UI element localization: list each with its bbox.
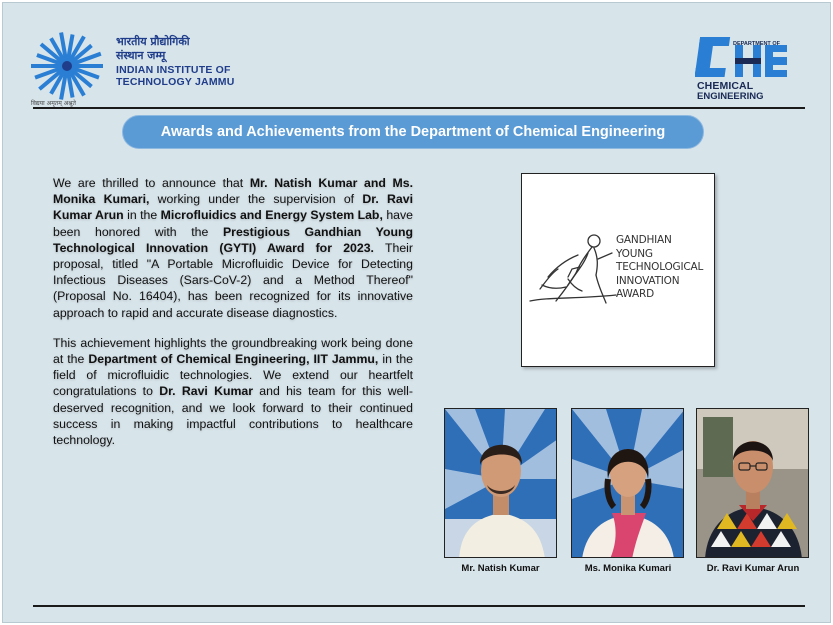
institute-motto: विद्यया अमृतम् अश्नुते [31, 100, 76, 107]
photo-natish-kumar [444, 408, 557, 558]
award-logo-text: GANDHIAN YOUNG TECHNOLOGICAL INNOVATION AWARD [616, 234, 704, 300]
caption-ravi-kumar-arun: Dr. Ravi Kumar Arun [706, 563, 800, 574]
dept-logo-line1: CHEMICAL [697, 80, 754, 92]
caption-natish-kumar: Mr. Natish Kumar [461, 563, 540, 574]
caption-monika-kumari: Ms. Monika Kumari [584, 563, 672, 574]
page [2, 2, 831, 623]
header-divider [33, 107, 805, 109]
che-department-logo [695, 31, 791, 107]
article-body [53, 175, 413, 462]
dept-logo-line2: ENGINEERING [697, 91, 764, 102]
institute-hindi-name: भारतीय प्रौद्योगिकी संस्थान जम्मू [116, 35, 190, 62]
iit-burst-icon [29, 31, 107, 101]
gandhi-walking-icon [528, 229, 620, 309]
institute-name: INDIAN INSTITUTE OF TECHNOLOGY JAMMU [116, 64, 235, 88]
photo-monika-kumari [571, 408, 684, 558]
photo-ravi-kumar-arun [696, 408, 809, 558]
iit-jammu-logo [29, 29, 239, 111]
article-paragraph-1: We are thrilled to announce that Mr. Natish Kumar and Ms. Monika Kumari, working under the supervision of Dr. Ravi Kumar Arun in the Microfluidics and Energy System Lab, have been honored with the Prestigious Gandhian Young Technological Innovation (GYTI) Award for 2023. Their proposal, titled "A Portable Microfluidic Device for Detecting Infectious Diseases (Sars-CoV-2) and a Method Thereof" (Proposal No. 16404), has been recognized for its innovative approach to rapid and accurate disease diagnostics. [53, 176, 414, 320]
gyti-award-logo [521, 173, 715, 367]
page-title: Awards and Achievements from the Department of Chemical Engineering [160, 124, 666, 140]
page-title-banner [122, 115, 704, 149]
che-logo-mark-icon [695, 31, 791, 81]
footer-divider [33, 605, 805, 607]
article-paragraph-2: This achievement highlights the groundbreaking work being done at the Department of Chemical Engineering, IIT Jammu, in the field of microfluidic technologies. We extend our heartfelt congratulations to Dr. Ravi Kumar and his team for this well-deserved recognition, and we look forward to their continued success in making impactful contributions to healthcare technology. [53, 335, 414, 448]
dept-logo-small-text: DEPARTMENT OF [733, 41, 780, 47]
